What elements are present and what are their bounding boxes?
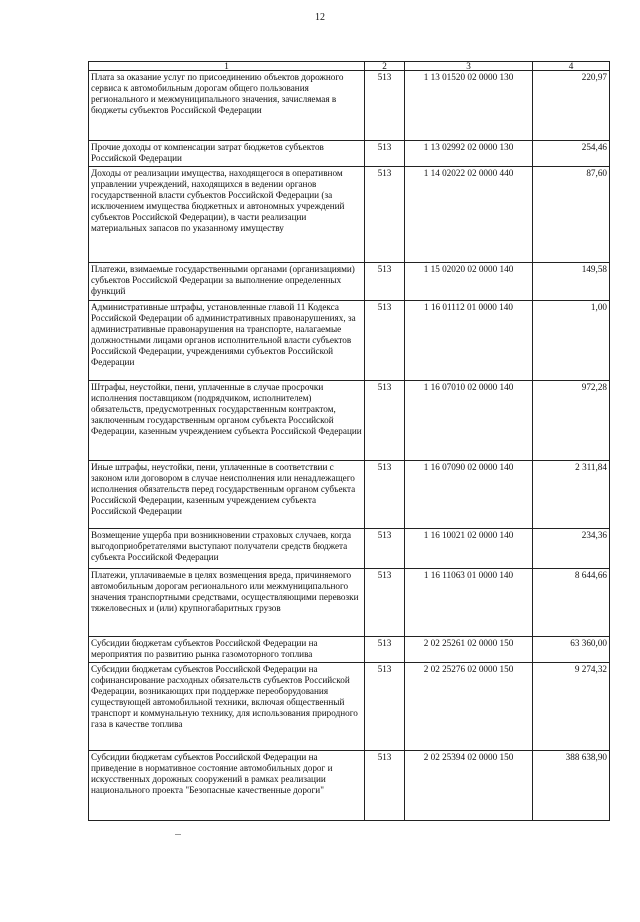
row-budget-code: 2 02 25276 02 0000 150 xyxy=(405,663,533,751)
row-budget-code: 2 02 25394 02 0000 150 xyxy=(405,751,533,821)
row-budget-code: 1 16 11063 01 0000 140 xyxy=(405,569,533,637)
row-admin-code: 513 xyxy=(365,637,405,663)
row-amount: 1,00 xyxy=(533,301,610,381)
row-admin-code: 513 xyxy=(365,381,405,461)
row-admin-code: 513 xyxy=(365,141,405,167)
table-row xyxy=(89,751,610,821)
row-budget-code: 1 14 02022 02 0000 440 xyxy=(405,167,533,263)
table-row xyxy=(89,167,610,263)
header-col-4: 4 xyxy=(533,62,610,71)
row-description: Субсидии бюджетам субъектов Российской Федерации на мероприятия по развитию рынка газомоторного топлива xyxy=(89,637,365,663)
row-description: Прочие доходы от компенсации затрат бюджетов субъектов Российской Федерации xyxy=(89,141,365,167)
page-number: 12 xyxy=(315,12,325,23)
row-amount: 254,46 xyxy=(533,141,610,167)
row-admin-code: 513 xyxy=(365,301,405,381)
table-row xyxy=(89,263,610,301)
row-amount: 972,28 xyxy=(533,381,610,461)
row-description: Возмещение ущерба при возникновении страховых случаев, когда выгодоприобретателями выступают получатели средств бюджета субъекта Российской Федерации xyxy=(89,529,365,569)
header-col-2: 2 xyxy=(365,62,405,71)
row-description: Субсидии бюджетам субъектов Российской Федерации на софинансирование расходных обязательств субъектов Российской Федерации, возникающих при поддержке переоборудования существующей автомобильной техники, включая общественный транспорт и коммунальную технику, для использования природного газа в качестве топлива xyxy=(89,663,365,751)
row-amount: 9 274,32 xyxy=(533,663,610,751)
table-row xyxy=(89,663,610,751)
table-row xyxy=(89,301,610,381)
row-admin-code: 513 xyxy=(365,167,405,263)
row-budget-code: 1 16 01112 01 0000 140 xyxy=(405,301,533,381)
header-col-3: 3 xyxy=(405,62,533,71)
table-row xyxy=(89,461,610,529)
scan-mark xyxy=(175,834,181,835)
row-budget-code: 1 13 01520 02 0000 130 xyxy=(405,71,533,141)
row-admin-code: 513 xyxy=(365,751,405,821)
row-description: Платежи, взимаемые государственными органами (организациями) субъектов Российской Федерации за выполнение определенных функций xyxy=(89,263,365,301)
table-row xyxy=(89,529,610,569)
row-budget-code: 1 15 02020 02 0000 140 xyxy=(405,263,533,301)
row-description: Субсидии бюджетам субъектов Российской Федерации на приведение в нормативное состояние автомобильных дорог и искусственных дорожных сооружений в рамках реализации национального проекта "Безопасные качественные дороги" xyxy=(89,751,365,821)
row-amount: 388 638,90 xyxy=(533,751,610,821)
row-admin-code: 513 xyxy=(365,461,405,529)
row-description: Административные штрафы, установленные главой 11 Кодекса Российской Федерации об административных правонарушениях, за административные правонарушения на транспорте, налагаемые должностными лицами органов исполнительной власти субъектов Российской Федерации, учреждениями субъектов Российской Федерации xyxy=(89,301,365,381)
table-row xyxy=(89,569,610,637)
row-budget-code: 1 16 07090 02 0000 140 xyxy=(405,461,533,529)
row-amount: 8 644,66 xyxy=(533,569,610,637)
table-row xyxy=(89,381,610,461)
row-description: Доходы от реализации имущества, находящегося в оперативном управлении учреждений, находящихся в ведении органов государственной власти субъектов Российской Федерации (за исключением имущества бюджетных и автономных учреждений субъектов Российской Федерации), в части реализации материальных запасов по указанному имуществу xyxy=(89,167,365,263)
row-amount: 63 360,00 xyxy=(533,637,610,663)
row-amount: 2 311,84 xyxy=(533,461,610,529)
row-budget-code: 1 16 07010 02 0000 140 xyxy=(405,381,533,461)
row-amount: 220,97 xyxy=(533,71,610,141)
table-row xyxy=(89,71,610,141)
table-row xyxy=(89,637,610,663)
row-description: Штрафы, неустойки, пени, уплаченные в случае просрочки исполнения поставщиком (подрядчиком, исполнителем) обязательств, предусмотренных государственным контрактом, заключенным государственным органом субъекта Российской Федерации, казенным учреждением субъекта Российской Федерации xyxy=(89,381,365,461)
row-description: Плата за оказание услуг по присоединению объектов дорожного сервиса к автомобильным дорогам общего пользования регионального и межмуниципального значения, зачисляемая в бюджеты субъектов Российской Федерации xyxy=(89,71,365,141)
row-admin-code: 513 xyxy=(365,569,405,637)
row-description: Платежи, уплачиваемые в целях возмещения вреда, причиняемого автомобильным дорогам регионального или межмуниципального значения транспортными средствами, осуществляющими перевозки тяжеловесных и (или) крупногабаритных грузов xyxy=(89,569,365,637)
table-header-row xyxy=(89,62,610,71)
row-amount: 149,58 xyxy=(533,263,610,301)
row-amount: 87,60 xyxy=(533,167,610,263)
row-budget-code: 1 16 10021 02 0000 140 xyxy=(405,529,533,569)
row-admin-code: 513 xyxy=(365,71,405,141)
header-col-1: 1 xyxy=(89,62,365,71)
revenue-table xyxy=(88,61,610,821)
row-admin-code: 513 xyxy=(365,263,405,301)
row-amount: 234,36 xyxy=(533,529,610,569)
row-budget-code: 1 13 02992 02 0000 130 xyxy=(405,141,533,167)
row-budget-code: 2 02 25261 02 0000 150 xyxy=(405,637,533,663)
row-admin-code: 513 xyxy=(365,529,405,569)
row-description: Иные штрафы, неустойки, пени, уплаченные в соответствии с законом или договором в случае неисполнения или ненадлежащего исполнения обязательств перед государственным органом субъекта Российской Федерации, казенным учреждением субъекта Российской Федерации xyxy=(89,461,365,529)
row-admin-code: 513 xyxy=(365,663,405,751)
table-row xyxy=(89,141,610,167)
